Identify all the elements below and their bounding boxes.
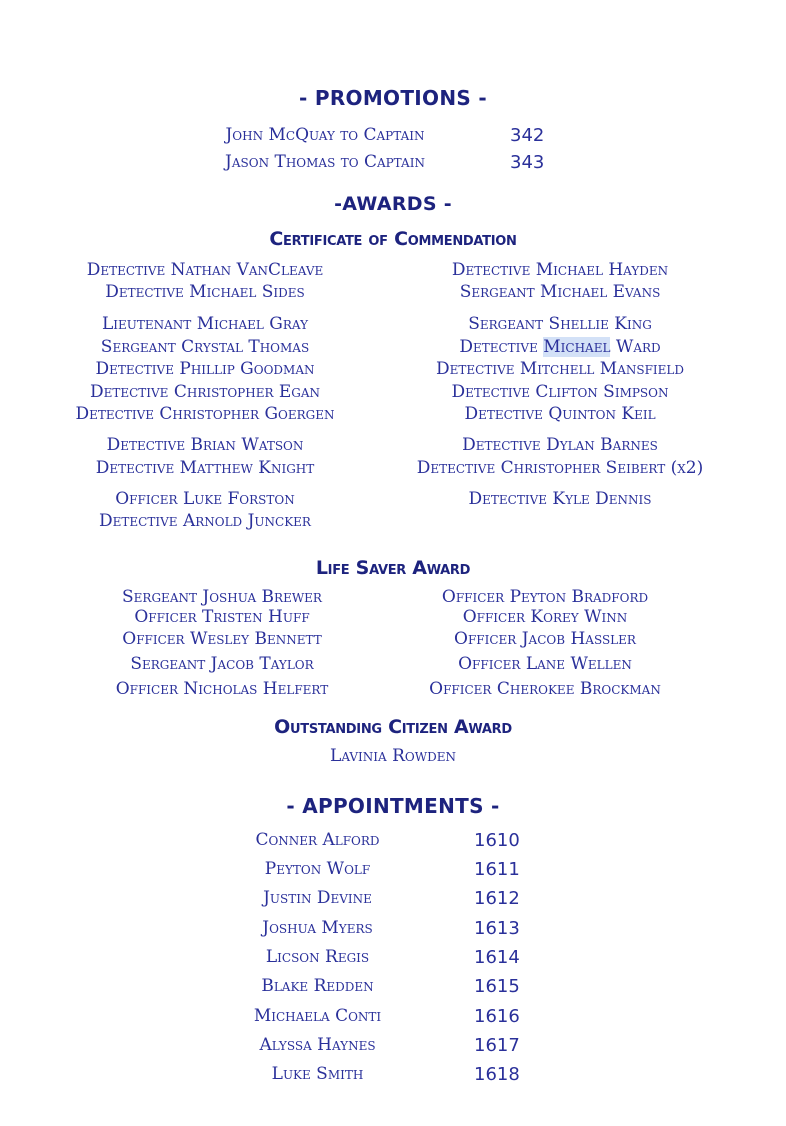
promotion-number: 342: [510, 125, 545, 146]
appointments-heading: - APPOINTMENTS -: [286, 794, 500, 818]
commendation-name-highlighted: [385, 337, 735, 357]
appointment-name: Joshua Myers: [262, 918, 373, 938]
commendation-name: Sergeant Crystal Thomas: [100, 337, 310, 357]
life-saver-name: Sergeant Jacob Taylor: [130, 654, 314, 674]
life-saver-name: Officer Tristen Huff: [134, 607, 310, 627]
life-saver-name: Officer Wesley Bennett: [122, 629, 322, 649]
appointment-name: Michaela Conti: [253, 1006, 382, 1026]
commendation-name: Detective Christopher Goergen: [75, 404, 335, 424]
appointment-number: 1618: [474, 1064, 520, 1085]
commendation-name: Detective Clifton Simpson: [451, 382, 669, 402]
citizen-award-heading: Outstanding Citizen Award: [274, 716, 512, 738]
commendation-name: Detective Mitchell Mansfield: [435, 359, 685, 379]
commendation-name: Detective Michael Hayden: [451, 260, 669, 280]
selected-text-highlight[interactable]: Michael: [543, 337, 611, 357]
commendation-name: Detective Phillip Goodman: [95, 359, 315, 379]
promotion-number: 343: [510, 152, 545, 173]
commendation-heading: Certificate of Commendation: [269, 228, 517, 250]
promotions-heading: - PROMOTIONS -: [299, 86, 487, 110]
appointment-name: Justin Devine: [263, 888, 372, 908]
appointment-number: 1610: [474, 830, 520, 851]
commendation-name: Detective Christopher Egan: [89, 382, 321, 402]
appointment-number: 1617: [474, 1035, 520, 1056]
appointment-name: Peyton Wolf: [264, 859, 371, 879]
commendation-name: Detective Matthew Knight: [95, 458, 315, 478]
commendation-name: Detective Nathan VanCleave: [86, 260, 324, 280]
ward-prefix: Detective: [459, 337, 544, 357]
commendation-name: Sergeant Shellie King: [468, 314, 652, 334]
awards-heading: -AWARDS -: [334, 193, 452, 215]
citizen-award-name: Lavinia Rowden: [330, 746, 456, 766]
commendation-name: Officer Luke Forston: [115, 489, 295, 509]
commendation-name: Detective Arnold Juncker: [99, 511, 311, 531]
promotion-item: Jason Thomas to Captain: [225, 152, 425, 172]
commendation-name: Lieutenant Michael Gray: [101, 314, 309, 334]
appointment-number: 1616: [474, 1006, 520, 1027]
life-saver-name: Officer Cherokee Brockman: [429, 679, 661, 699]
commendation-name: Detective Brian Watson: [106, 435, 304, 455]
appointment-number: 1615: [474, 976, 520, 997]
commendation-name: Detective Christopher Seibert (x2): [416, 458, 704, 478]
life-saver-name: Officer Jacob Hassler: [454, 629, 636, 649]
appointment-number: 1614: [474, 947, 520, 968]
promotion-item: John McQuay to Captain: [225, 125, 425, 145]
life-saver-name: Officer Nicholas Helfert: [115, 679, 329, 699]
commendation-name: Detective Quinton Keil: [464, 404, 656, 424]
ward-suffix: Ward: [610, 337, 661, 357]
appointment-name: Luke Smith: [271, 1064, 364, 1084]
life-saver-name: Officer Peyton Bradford: [441, 587, 649, 607]
appointment-name: Blake Redden: [261, 976, 374, 996]
appointment-name: Licson Regis: [265, 947, 370, 967]
life-saver-heading: Life Saver Award: [315, 557, 471, 579]
appointment-number: 1612: [474, 888, 520, 909]
appointment-number: 1613: [474, 918, 520, 939]
appointment-name: Alyssa Haynes: [259, 1035, 376, 1055]
commendation-name: Detective Kyle Dennis: [468, 489, 652, 509]
life-saver-name: Officer Korey Winn: [462, 607, 628, 627]
commendation-name: Detective Michael Sides: [105, 282, 305, 302]
commendation-name: Sergeant Michael Evans: [459, 282, 661, 302]
life-saver-name: Officer Lane Wellen: [458, 654, 632, 674]
life-saver-name: Sergeant Joshua Brewer: [122, 587, 322, 607]
appointment-number: 1611: [474, 859, 520, 880]
appointment-name: Conner Alford: [255, 830, 380, 850]
commendation-name: Detective Dylan Barnes: [462, 435, 658, 455]
